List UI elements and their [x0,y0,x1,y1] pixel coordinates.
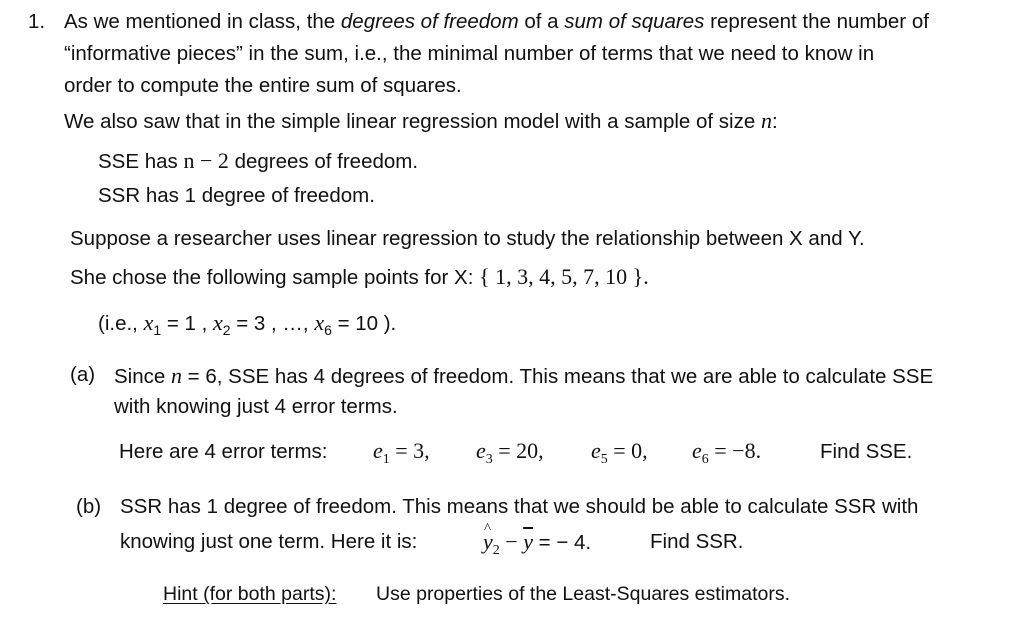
part-a-label: (a) [70,363,96,386]
sse-label: SSE has [98,150,184,173]
error-terms-label: Here are 4 error terms: [119,440,328,463]
variable-e: e [591,438,601,463]
value: = 20, [492,438,544,463]
subscript: 6 [324,322,332,338]
subscript: 6 [701,452,709,467]
intro-line-4 [64,110,778,133]
term-sum-of-squares: sum of squares [564,10,705,33]
value: = −8. [708,438,762,463]
part-a-text: Since [114,365,171,388]
sse-df-line [98,150,418,173]
ie-line [98,310,397,338]
scenario-text: She chose the following sample points for X: [70,266,480,289]
intro-text: We also saw that in the simple linear regression model with a sample of size [64,110,761,133]
part-a-text: = 6, SSE has 4 degrees of freedom. This means that we are able to calculate SSE [181,365,934,388]
intro-text: of a [518,10,565,33]
sample-set: { 1, 3, 4, 5, 7, 10 }. [479,264,649,289]
error-term-e6 [692,438,762,467]
variable-e: e [476,438,486,463]
scenario-line-1: Suppose a researcher uses linear regression to study the relationship between X and Y. [70,227,865,250]
variable-n: n [760,108,772,133]
error-term-e1 [373,438,430,467]
ssr-df-line: SSR has 1 degree of freedom. [98,184,375,207]
intro-text: As we mentioned in class, the [64,10,341,33]
hint-label: Hint (for both parts): [163,583,337,605]
value: = 3 , …, [230,312,315,335]
subscript: 2 [222,322,231,338]
hint-text: Use properties of the Least-Squares estimators. [376,583,791,605]
intro-line-2: “informative pieces” in the sum, i.e., the minimal number of terms that we need to know in [64,42,875,65]
sse-df-rest: degrees of freedom. [228,150,419,173]
variable-x: x [143,310,154,335]
subscript: 3 [485,452,493,467]
subscript: 5 [600,452,608,467]
value: = 1 , [161,312,213,335]
intro-text: represent the number of [704,10,929,33]
term-degrees-of-freedom: degrees of freedom [340,10,519,33]
problem-number: 1. [28,10,46,33]
intro-text: : [771,110,778,133]
error-term-e3 [476,438,544,467]
part-a-task: Find SSE. [820,440,913,463]
part-b-line-2: knowing just one term. Here it is: [120,530,418,553]
sse-df-expression: n − 2 [183,148,229,173]
part-b-task: Find SSR. [650,530,744,553]
variable-e: e [373,438,383,463]
variable-e: e [692,438,702,463]
part-a-line-2: with knowing just 4 error terms. [114,395,398,418]
ssr-term-expression [483,529,592,558]
error-term-e5 [591,438,648,467]
part-a-line-1 [114,365,933,388]
y-hat: ^ y [483,531,493,553]
y-bar: $\overline{y}$ [523,529,533,554]
intro-line-3: order to compute the entire sum of squares. [64,74,462,97]
part-b-label: (b) [76,495,102,518]
value: = 0, [607,438,648,463]
scenario-line-2 [70,266,649,289]
value: = 10 ). [331,312,397,335]
ie-open: (i.e., [98,312,144,335]
intro-line-1 [64,12,929,33]
variable-x: x [314,310,325,335]
subscript: 1 [382,452,390,467]
variable-n: n [170,363,182,388]
subscript: 1 [153,322,162,338]
subscript: 2 [492,543,500,558]
variable-x: x [213,310,223,335]
value: = − 4. [532,531,592,554]
minus: − [499,529,524,554]
part-b-line-1: SSR has 1 degree of freedom. This means that we should be able to calculate SSR with [120,495,919,518]
value: = 3, [389,438,430,463]
